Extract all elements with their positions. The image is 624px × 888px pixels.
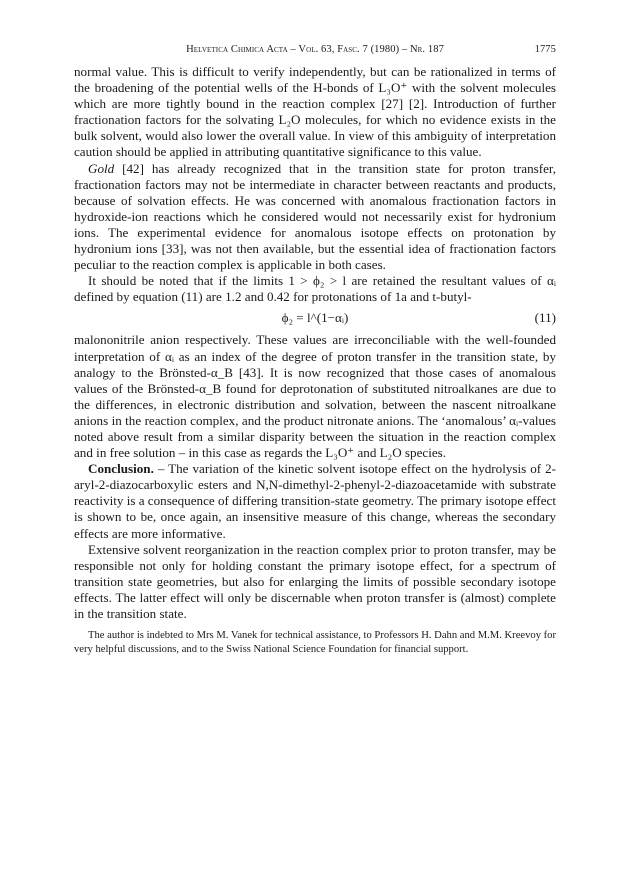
equation-number: (11) xyxy=(534,310,556,326)
paragraph-2 xyxy=(74,161,556,274)
journal-page xyxy=(74,44,556,657)
paragraph-6: Extensive solvent reorganization in the reaction complex prior to proton transfer, may be responsible not only for holding constant the primary isotope effect, for a spectrum of transition state geometries, but also for enlarging the limits of possible secondary isotope effects. The latter effect will only be discernable when proton transfer is (almost) complete in the transition state. xyxy=(74,541,556,621)
paragraph-3: It should be noted that if the limits 1 > ϕ₂ > l are retained the resultant values of αᵢ defined by equation (11) are 1.2 and 0.42 for protonations of 1a and t-butyl- xyxy=(74,273,556,305)
page-number: 1775 xyxy=(534,44,556,55)
paragraph-4: malononitrile anion respectively. These values are irreconciliable with the well-founded interpretation of αᵢ as an index of the degree of proton transfer in the transition state, by analogy to the Brönsted-α_B [43]. It is now recognized that those cases of anomalous values of the Brönsted-α_B found for deprotonation of substituted nitroalkanes are due to the differences, in electronic distribution and solvation, between the nascent nitroalkane anions in the reaction complex, and the product nitronate anions. The ‘anomalous’ αᵢ-values noted above result from a similar disparity between the situation in the reaction complex and in free solution – in this case as regards the L₃O⁺ and L₂O species. xyxy=(74,332,556,461)
conclusion-heading: Conclusion. xyxy=(88,461,154,477)
paragraph-conclusion xyxy=(74,461,556,541)
paragraph-1: normal value. This is difficult to verify independently, but can be rationalized in terms of the broadening of the potential wells of the H-bonds of L₃O⁺ with the solvent molecules which are more tightly bound in the reaction complex [27] [2]. Introduction of further fractionation factors for the solvating L₂O molecules, for which no evidence exists in the bulk solvent, would also lower the overall value. In view of this ambiguity of interpretation caution should be applied in attributing quantitative significance to this value. xyxy=(74,64,556,160)
paragraph-2-text: [42] has already recognized that in the transition state for proton transfer, fractionation factors may not be intermediate in character between reactants and products, because of solvation effects. He was concerned with anomalous fractionation factors in hydroxide-ion reactions which he considered would not necessarily exist for hydronium ions. The experimental evidence for anomalous isotope effects on protonation by hydronium ions [33], was not then available, but the essential idea of fractionation factors peculiar to the reaction complex is applicable in both cases. xyxy=(74,160,556,273)
conclusion-text: – The variation of the kinetic solvent isotope effect on the hydrolysis of 2-aryl-2-diazocarboxylic esters and N,N-dimethyl-2-phenyl-2-diazoacetamide with substrate reactivity is a consequence of differing transition-state geometry. The primary isotope effect is shown to be, once again, an insensitive measure of this change, whereas the secondary effects are more informative. xyxy=(74,461,556,541)
author-name-gold: Gold xyxy=(88,160,115,176)
equation-11 xyxy=(74,307,556,329)
acknowledgement: The author is indebted to Mrs M. Vanek for technical assistance, to Professors H. Dahn and M.M. Kreevoy for very helpful discussions, and to the Swiss National Science Foundation for financial support. xyxy=(74,630,556,655)
equation-formula: ϕ₂ = l^(1−αᵢ) xyxy=(281,310,349,326)
journal-title: Helvetica Chimica Acta – Vol. 63, Fasc. 7 (1980) – Nr. 187 xyxy=(186,44,444,55)
running-header xyxy=(74,44,556,64)
